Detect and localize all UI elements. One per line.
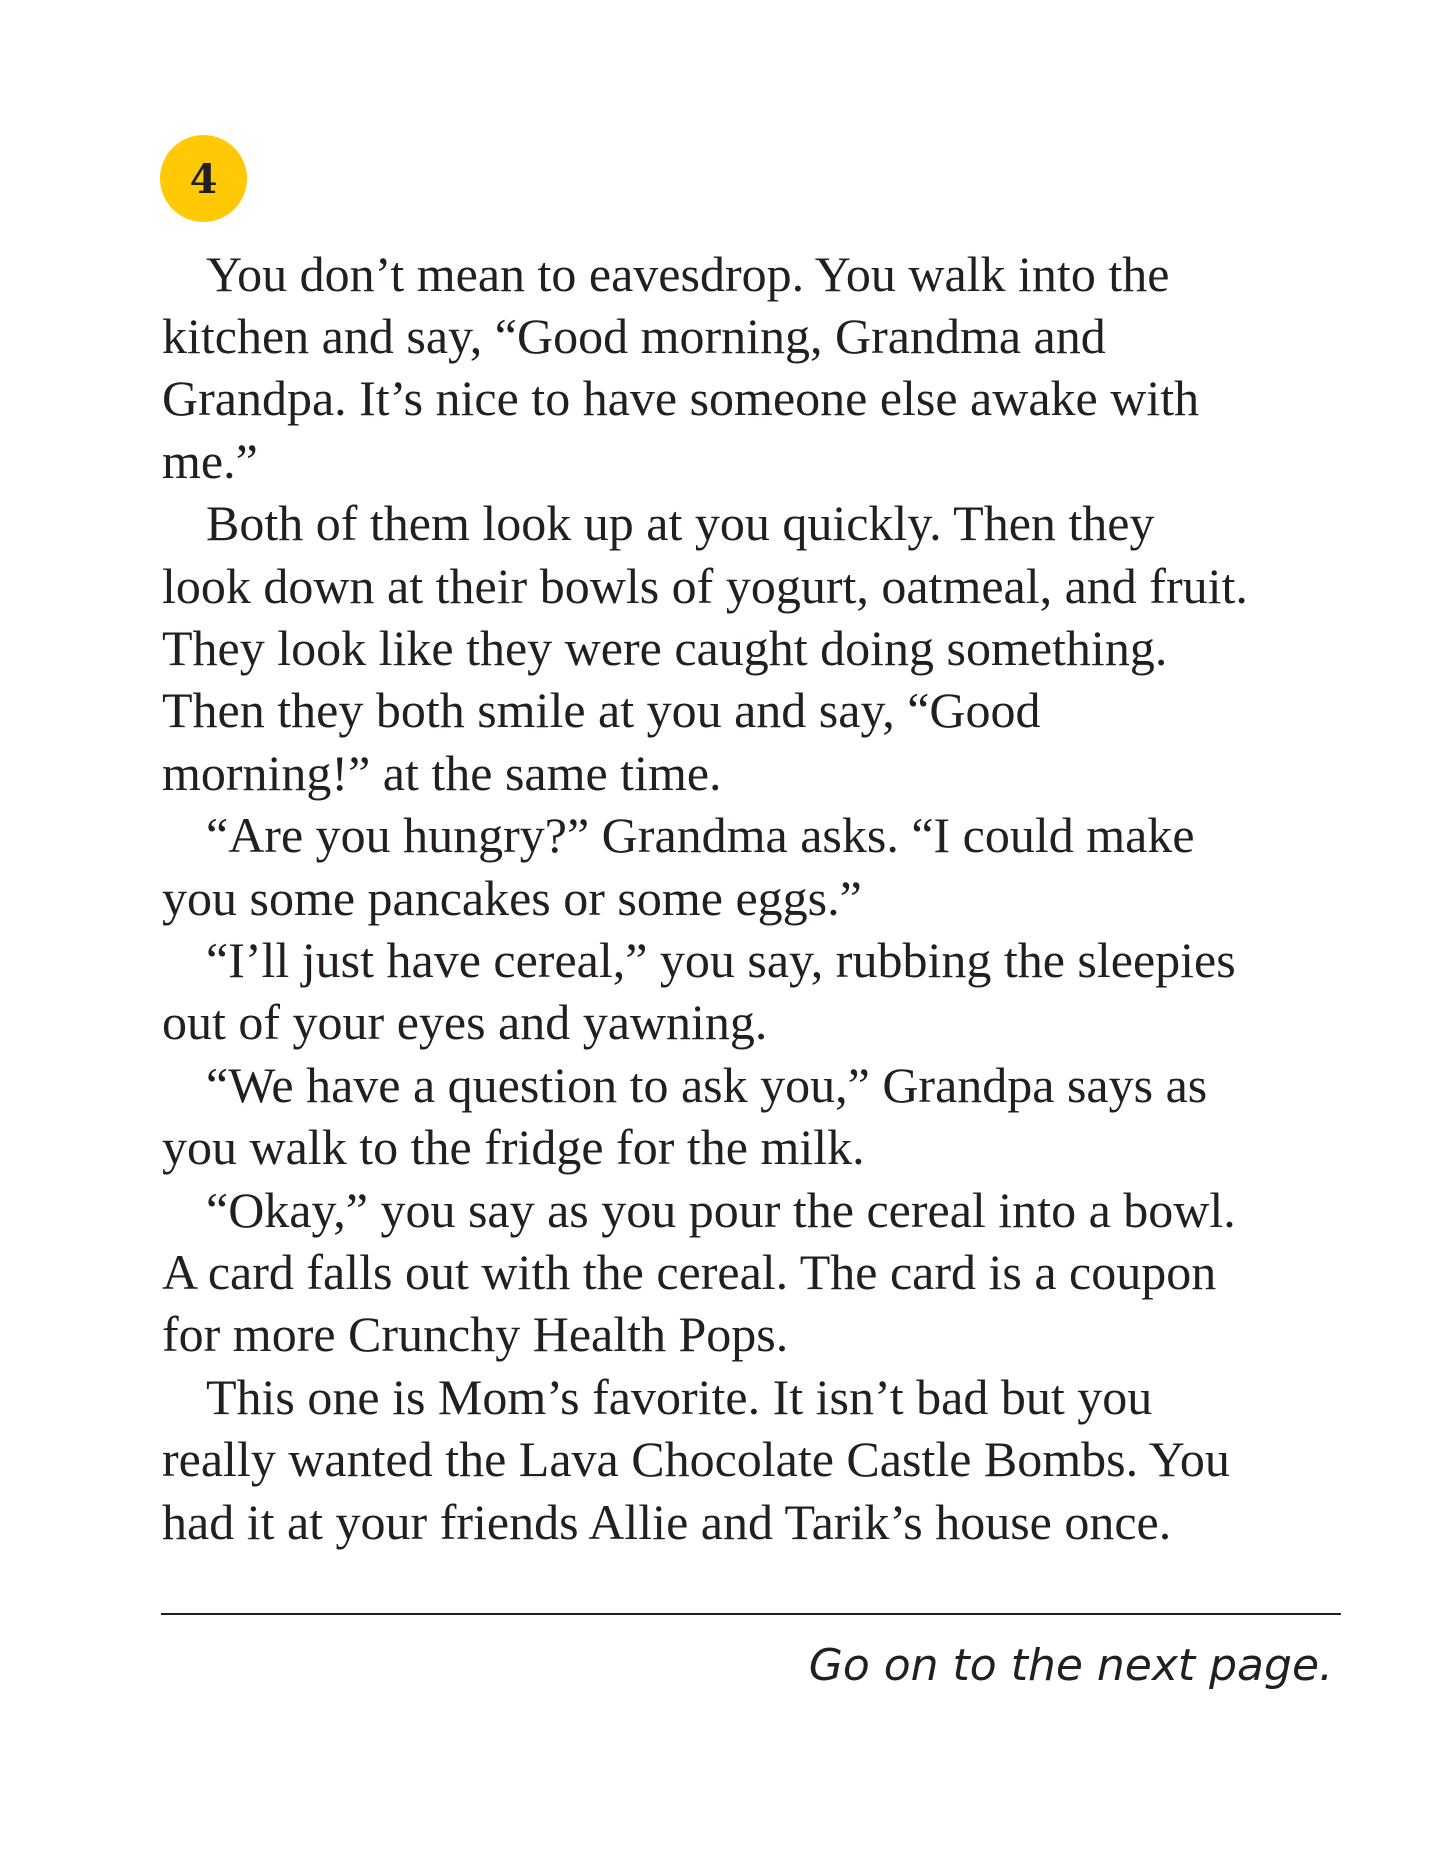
passage-line: had it at your friends Allie and Tarik’s house once. [162, 1493, 1172, 1550]
passage-line: This one is Mom’s favorite. It isn’t bad but you [206, 1368, 1153, 1425]
passage-line: kitchen and say, “Good morning, Grandma and [162, 307, 1106, 364]
passage-line: really wanted the Lava Chocolate Castle Bombs. You [162, 1431, 1230, 1488]
divider-rule [161, 1613, 1341, 1615]
go-on-instruction: Go on to the next page. [808, 1640, 1333, 1691]
section-number-badge [160, 135, 247, 222]
passage-line: A card falls out with the cereal. The card is a coupon [162, 1243, 1217, 1300]
passage-line: me.” [162, 432, 258, 489]
passage-line: They look like they were caught doing something. [162, 619, 1168, 676]
passage-line: “We have a question to ask you,” Grandpa says as [206, 1056, 1208, 1113]
passage-line: Grandpa. It’s nice to have someone else awake with [162, 370, 1200, 427]
passage-line: “Are you hungry?” Grandma asks. “I could make [206, 807, 1195, 864]
passage-line: You don’t mean to eavesdrop. You walk into the [206, 245, 1170, 302]
passage-line: “I’ll just have cereal,” you say, rubbing the sleepies [206, 931, 1236, 988]
passage-line: out of your eyes and yawning. [162, 994, 768, 1051]
passage-line: for more Crunchy Health Pops. [162, 1306, 789, 1363]
passage-line: you walk to the fridge for the milk. [162, 1119, 865, 1176]
passage-line: morning!” at the same time. [162, 744, 722, 801]
passage-line: Both of them look up at you quickly. Then they [206, 495, 1155, 552]
passage-line: you some pancakes or some eggs.” [162, 869, 862, 926]
passage-line: Then they both smile at you and say, “Good [162, 682, 1041, 739]
passage-line: look down at their bowls of yogurt, oatmeal, and fruit. [162, 557, 1248, 614]
section-number: 4 [189, 155, 218, 203]
passage-line: “Okay,” you say as you pour the cereal into a bowl. [206, 1181, 1236, 1238]
